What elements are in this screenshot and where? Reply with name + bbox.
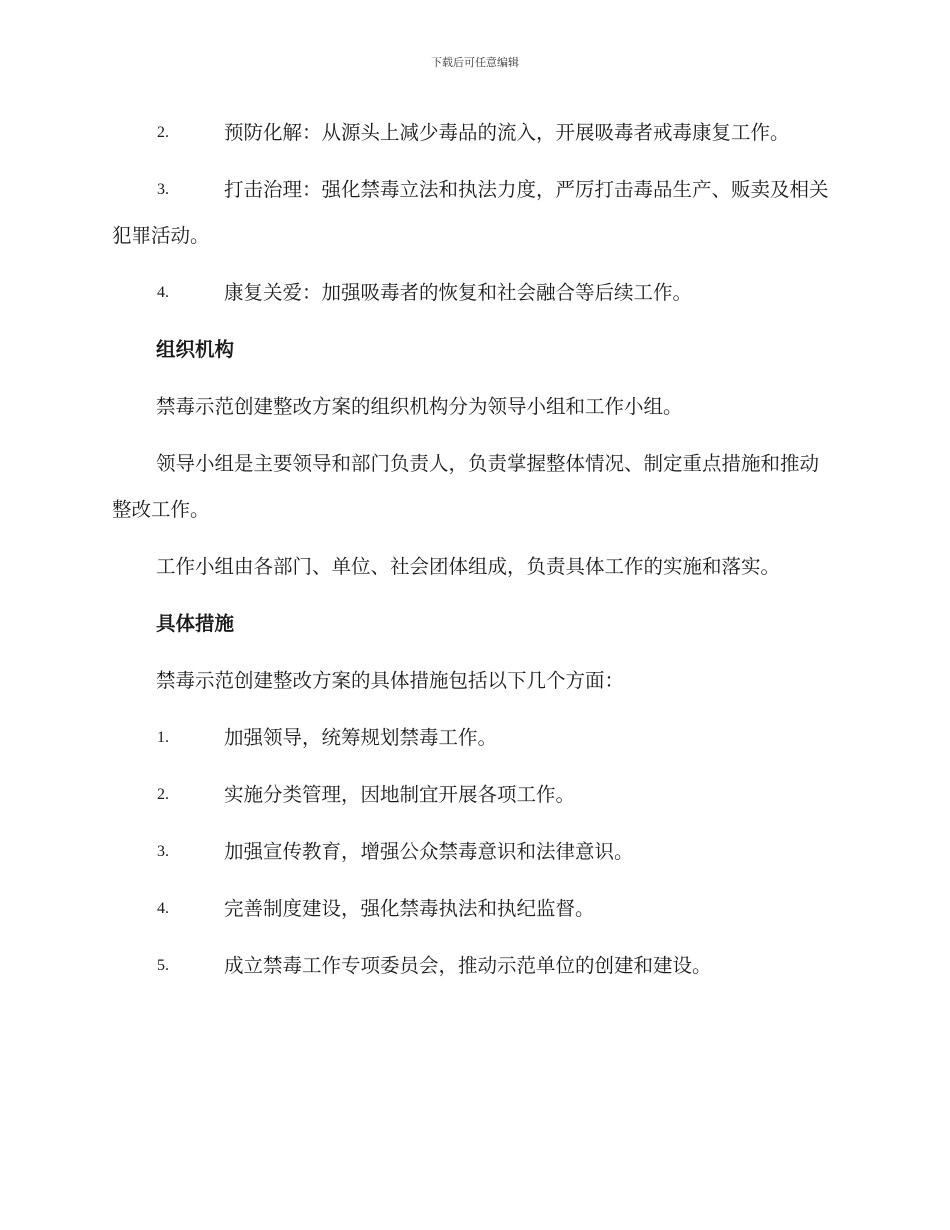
- paragraph: 禁毒示范创建整改方案的具体措施包括以下几个方面：: [156, 669, 625, 692]
- list-text: 加强宣传教育，增强公众禁毒意识和法律意识。: [224, 840, 634, 863]
- list-item: [112, 167, 834, 259]
- list-number: 2.: [157, 124, 169, 141]
- list-text: 康复关爱：加强吸毒者的恢复和社会融合等后续工作。: [224, 281, 693, 304]
- list-number: 5.: [157, 957, 169, 974]
- list-item: [112, 943, 834, 989]
- list-text: 成立禁毒工作专项委员会，推动示范单位的创建和建设。: [224, 954, 712, 977]
- paragraph: 工作小组由各部门、单位、社会团体组成，负责具体工作的实施和落实。: [156, 555, 781, 578]
- page-header: 下载后可任意编辑: [431, 56, 519, 69]
- list-number: 2.: [157, 786, 169, 803]
- list-item: [112, 886, 834, 932]
- list-number: 4.: [157, 284, 169, 301]
- list-item: [112, 715, 834, 761]
- list-number: 4.: [157, 900, 169, 917]
- list-item: [112, 270, 834, 316]
- list-text: 实施分类管理，因地制宜开展各项工作。: [224, 783, 576, 806]
- section-heading-measures: 具体措施: [156, 612, 235, 635]
- list-item: [112, 772, 834, 818]
- list-text: 打击治理：强化禁毒立法和执法力度，严厉打击毒品生产、贩卖及相关犯罪活动。: [112, 178, 829, 247]
- document-body: [112, 110, 834, 1000]
- list-text: 预防化解：从源头上减少毒品的流入，开展吸毒者戒毒康复工作。: [224, 121, 790, 144]
- section-heading-organization: 组织机构: [156, 338, 235, 361]
- list-item: [112, 829, 834, 875]
- list-number: 3.: [157, 843, 169, 860]
- list-text: 加强领导，统筹规划禁毒工作。: [224, 726, 498, 749]
- list-text: 完善制度建设，强化禁毒执法和执纪监督。: [224, 897, 595, 920]
- list-number: 3.: [157, 181, 169, 198]
- paragraph: 领导小组是主要领导和部门负责人，负责掌握整体情况、制定重点措施和推动整改工作。: [112, 452, 820, 521]
- list-number: 1.: [157, 729, 169, 746]
- list-item: [112, 110, 834, 156]
- paragraph: 禁毒示范创建整改方案的组织机构分为领导小组和工作小组。: [156, 395, 683, 418]
